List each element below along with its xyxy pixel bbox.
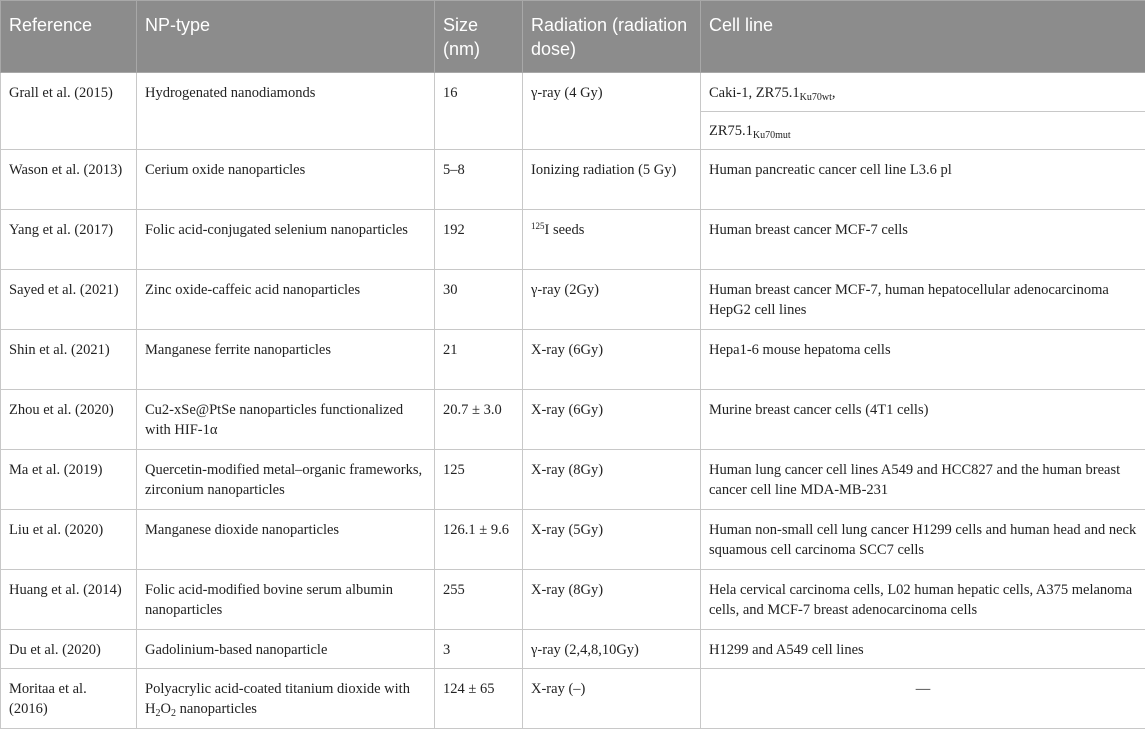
cell-size: 192 xyxy=(435,210,523,270)
cell-cell-line xyxy=(701,112,1145,150)
cell-np-type: Cu2-xSe@PtSe nanoparticles functionalized with HIF-1α xyxy=(137,390,435,450)
cell-reference: Shin et al. (2021) xyxy=(1,330,137,390)
cell-reference: Ma et al. (2019) xyxy=(1,450,137,510)
cell-size: 255 xyxy=(435,570,523,630)
table-row xyxy=(1,570,1145,630)
cell-size: 126.1 ± 9.6 xyxy=(435,510,523,570)
table-body xyxy=(1,73,1145,729)
cell-size: 20.7 ± 3.0 xyxy=(435,390,523,450)
table-row xyxy=(1,150,1145,210)
cell-line-subscript: Ku70mut xyxy=(753,130,791,141)
cell-np-type: Folic acid-conjugated selenium nanoparticles xyxy=(137,210,435,270)
np-type-text: O xyxy=(160,701,170,717)
table-row xyxy=(1,73,1145,112)
cell-cell-line: Human non-small cell lung cancer H1299 cells and human head and neck squamous cell carcinoma SCC7 cells xyxy=(701,510,1145,570)
cell-radiation: X-ray (8Gy) xyxy=(523,450,701,510)
table-header xyxy=(1,1,1145,73)
header-size: Size (nm) xyxy=(435,1,523,73)
cell-cell-line: H1299 and A549 cell lines xyxy=(701,630,1145,669)
cell-cell-line: Hepa1-6 mouse hepatoma cells xyxy=(701,330,1145,390)
cell-np-type: Folic acid-modified bovine serum albumin nanoparticles xyxy=(137,570,435,630)
cell-np-type: Gadolinium-based nanoparticle xyxy=(137,630,435,669)
cell-reference: Wason et al. (2013) xyxy=(1,150,137,210)
cell-reference: Sayed et al. (2021) xyxy=(1,270,137,330)
cell-cell-line: Human pancreatic cancer cell line L3.6 pl xyxy=(701,150,1145,210)
cell-np-type: Manganese dioxide nanoparticles xyxy=(137,510,435,570)
cell-radiation: X-ray (–) xyxy=(523,669,701,729)
cell-radiation: Ionizing radiation (5 Gy) xyxy=(523,150,701,210)
cell-np-type: Manganese ferrite nanoparticles xyxy=(137,330,435,390)
cell-np-type: Cerium oxide nanoparticles xyxy=(137,150,435,210)
table-row xyxy=(1,210,1145,270)
table-row xyxy=(1,510,1145,570)
cell-radiation: γ-ray (4 Gy) xyxy=(523,73,701,150)
header-np-type: NP-type xyxy=(137,1,435,73)
np-type-text: Polyacrylic acid-coated titanium dioxide with H xyxy=(145,681,410,717)
radiation-text: I seeds xyxy=(545,222,585,238)
cell-size: 125 xyxy=(435,450,523,510)
cell-size: 16 xyxy=(435,73,523,150)
cell-radiation: X-ray (8Gy) xyxy=(523,570,701,630)
cell-radiation: γ-ray (2,4,8,10Gy) xyxy=(523,630,701,669)
cell-np-type: Zinc oxide-caffeic acid nanoparticles xyxy=(137,270,435,330)
cell-cell-line: — xyxy=(701,669,1145,729)
table-row xyxy=(1,450,1145,510)
header-reference: Reference xyxy=(1,1,137,73)
cell-cell-line: Human lung cancer cell lines A549 and HCC827 and the human breast cancer cell line MDA-MB-231 xyxy=(701,450,1145,510)
cell-radiation: γ-ray (2Gy) xyxy=(523,270,701,330)
cell-reference: Moritaa et al. (2016) xyxy=(1,669,137,729)
cell-radiation xyxy=(523,210,701,270)
cell-cell-line: Human breast cancer MCF-7 cells xyxy=(701,210,1145,270)
cell-np-type: Hydrogenated nanodiamonds xyxy=(137,73,435,150)
cell-line-text: ZR75.1 xyxy=(709,123,753,139)
cell-reference: Liu et al. (2020) xyxy=(1,510,137,570)
cell-size: 21 xyxy=(435,330,523,390)
cell-line-subscript: Ku70wt xyxy=(800,92,832,103)
np-type-subscript: 2 xyxy=(155,708,160,719)
cell-np-type: Quercetin-modified metal–organic frameworks, zirconium nanoparticles xyxy=(137,450,435,510)
cell-radiation: X-ray (6Gy) xyxy=(523,390,701,450)
cell-cell-line: Murine breast cancer cells (4T1 cells) xyxy=(701,390,1145,450)
np-type-subscript: 2 xyxy=(171,708,176,719)
cell-size: 5–8 xyxy=(435,150,523,210)
cell-line-text: Caki-1, ZR75.1 xyxy=(709,85,800,101)
radiation-superscript: 125 xyxy=(531,221,545,231)
cell-reference: Huang et al. (2014) xyxy=(1,570,137,630)
np-type-text: nanoparticles xyxy=(176,701,257,717)
cell-size: 3 xyxy=(435,630,523,669)
cell-cell-line xyxy=(701,73,1145,112)
cell-size: 30 xyxy=(435,270,523,330)
table-row xyxy=(1,630,1145,669)
cell-radiation: X-ray (5Gy) xyxy=(523,510,701,570)
cell-radiation: X-ray (6Gy) xyxy=(523,330,701,390)
table-row xyxy=(1,270,1145,330)
table-row xyxy=(1,390,1145,450)
cell-size: 124 ± 65 xyxy=(435,669,523,729)
cell-reference: Zhou et al. (2020) xyxy=(1,390,137,450)
header-row xyxy=(1,1,1145,73)
cell-cell-line: Human breast cancer MCF-7, human hepatocellular adenocarcinoma HepG2 cell lines xyxy=(701,270,1145,330)
table-row xyxy=(1,330,1145,390)
cell-cell-line: Hela cervical carcinoma cells, L02 human hepatic cells, A375 melanoma cells, and MCF-7 breast adenocarcinoma cells xyxy=(701,570,1145,630)
header-radiation: Radiation (radiation dose) xyxy=(523,1,701,73)
cell-reference: Grall et al. (2015) xyxy=(1,73,137,150)
cell-line-punct: , xyxy=(832,85,836,101)
cell-reference: Du et al. (2020) xyxy=(1,630,137,669)
header-cell-line: Cell line xyxy=(701,1,1145,73)
cell-reference: Yang et al. (2017) xyxy=(1,210,137,270)
